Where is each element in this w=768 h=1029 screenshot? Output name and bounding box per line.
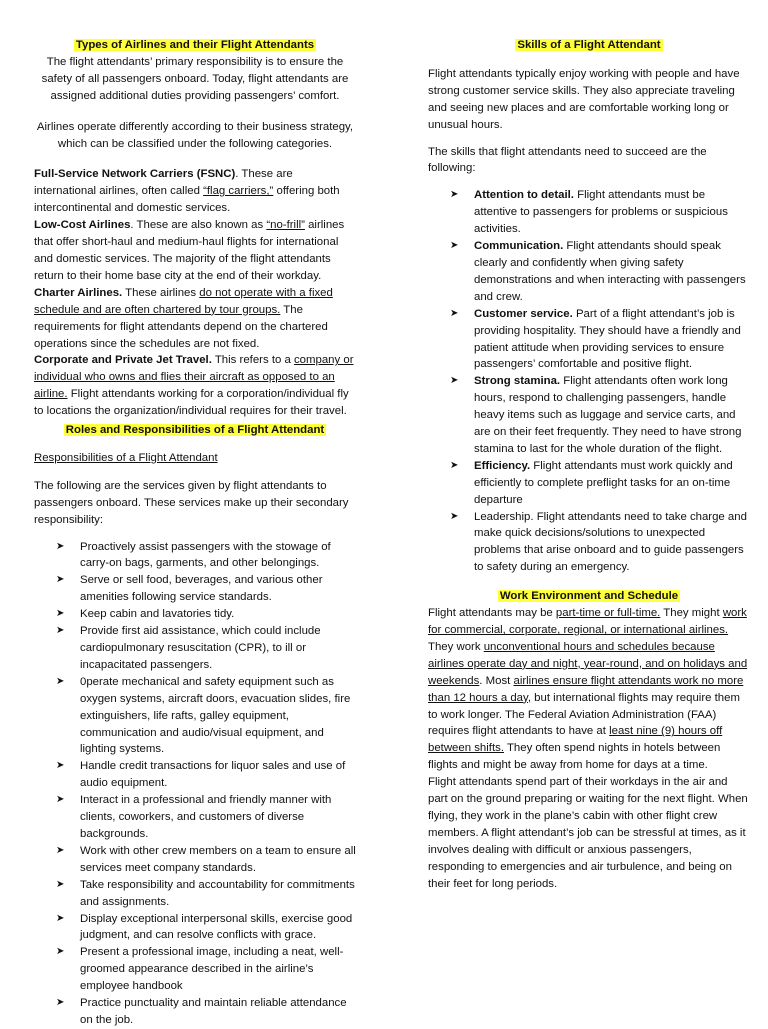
work-paragraph-1 [428, 605, 750, 774]
responsibility-text: Proactively assist passengers with the stowage of carry-on bags, garments, and other belongings. [80, 540, 331, 570]
responsibility-text: Present a professional image, including a neat, well-groomed appearance described in the airline’s employee handbook [80, 946, 344, 993]
types-classify: Airlines operate differently according to their business strategy, which can be classified under the following categories. [36, 120, 354, 150]
arrow-bullet-icon: ➤ [56, 878, 65, 890]
arrow-bullet-icon: ➤ [56, 912, 65, 924]
skill-text: Flight attendants often work long hours, respond to challenging passengers, handle heavy items such as luggage and service carts, and are on their feet frequently. They need to have strong stamina to last for the whole duration of the flight. [474, 375, 742, 455]
skills-heading: Skills of a Flight Attendant [517, 39, 661, 51]
skill-text: Flight attendants must be attentive to passengers for problems or suspicious activities. [474, 189, 728, 236]
lca-paragraph [34, 217, 356, 285]
arrow-bullet-icon: ➤ [450, 375, 459, 387]
types-heading-wrap [34, 37, 356, 54]
arrow-bullet-icon: ➤ [56, 574, 65, 586]
work-text-6: They often spend nights in hotels between flights and might be away from home for days at a time. [428, 742, 721, 772]
roles-intro: The following are the services given by flight attendants to passengers onboard. These services make up their secondary responsibility: [34, 479, 349, 526]
roles-heading-wrap [34, 422, 356, 439]
arrow-bullet-icon: ➤ [450, 459, 459, 471]
responsibility-item [34, 674, 356, 759]
types-heading: Types of Airlines and their Flight Attendants [75, 39, 315, 51]
corp-paragraph [34, 352, 356, 420]
arrow-bullet-icon: ➤ [450, 240, 459, 252]
work-heading-wrap [428, 588, 750, 605]
work-text-3: They work [428, 640, 484, 653]
work-text-2: They might [660, 607, 723, 620]
right-column [428, 0, 750, 893]
arrow-bullet-icon: ➤ [56, 946, 65, 958]
work-heading: Work Environment and Schedule [499, 590, 679, 603]
responsibility-text: 0perate mechanical and safety equipment such as oxygen systems, aircraft doors, evacuation slides, fire extinguishers, life rafts, galley equipment, communication and audio/visual equipment, and lighting systems. [80, 675, 351, 756]
types-intro: The flight attendants’ primary responsibility is to ensure the safety of all passengers onboard. Today, flight attendants are assigned additional duties providing passengers’ comfort. [41, 55, 349, 102]
skill-term: Communication. [474, 240, 564, 253]
responsibility-item [34, 758, 356, 792]
skill-term: Customer service. [474, 307, 573, 320]
corp-text-b: Flight attendants working for a corporation/individual fly to locations the organization/individual requires for their travel. [34, 388, 349, 418]
skills-list [428, 187, 750, 576]
skill-text: Part of a flight attendant’s job is providing hospitality. They should have a friendly and patient attitude when providing services to ensure passengers’ comfortable and positive flight. [474, 307, 741, 371]
responsibility-item [34, 623, 356, 674]
responsibility-item [34, 539, 356, 573]
arrow-bullet-icon: ➤ [56, 608, 65, 620]
charter-text-a: These airlines [122, 286, 200, 299]
charter-text-b: The requirements for flight attendants depend on the chartered operations since the schedules are not fixed. [34, 303, 328, 350]
fsnc-term: Full-Service Network Carriers (FSNC) [34, 168, 236, 181]
responsibility-item [34, 911, 356, 945]
corp-underlined: company or individual who owns and flies their aircraft as opposed to an airline. [34, 354, 354, 401]
work-text-5: but international flights may require them to work longer. The Federal Aviation Administration (FAA) requires flight attendants to have at [428, 691, 740, 738]
skill-item [428, 238, 750, 306]
skills-heading-wrap [428, 37, 750, 54]
left-column [34, 0, 356, 1029]
charter-term: Charter Airlines. [34, 286, 123, 299]
responsibility-text: Practice punctuality and maintain reliable attendance on the job. [80, 997, 347, 1026]
arrow-bullet-icon: ➤ [450, 510, 459, 522]
responsibility-item [34, 843, 356, 877]
skill-item [428, 187, 750, 238]
arrow-bullet-icon: ➤ [56, 760, 65, 772]
skill-item [428, 373, 750, 458]
arrow-bullet-icon: ➤ [56, 997, 65, 1009]
work-underlined-2: work for commercial, corporate, regional, or international airlines. [428, 607, 747, 636]
skill-term: Attention to detail. [474, 189, 574, 202]
skills-intro: Flight attendants typically enjoy working with people and have strong customer service skills. They also appreciate traveling and seeing new places and are comfortable working long or unusual hours. [428, 67, 740, 131]
fsnc-text-b: offering both intercontinental and domestic services. [34, 185, 340, 215]
responsibility-text: Keep cabin and lavatories tidy. [80, 608, 235, 621]
lca-text-b: airlines that offer short-haul and medium-haul flights for international and domestic services. The majority of the flight attendants return to their home base city at the end of their workday. [34, 219, 345, 282]
arrow-bullet-icon: ➤ [450, 189, 459, 201]
responsibility-text: Serve or sell food, beverages, and various other amenities following service standards. [80, 574, 323, 604]
responsibility-text: Provide first aid assistance, which could include cardiopulmonary resuscitation (CPR), to ill or incapacitated passengers. [80, 625, 321, 671]
responsibility-item [34, 572, 356, 606]
work-paragraph-2: Flight attendants spend part of their workdays in the air and part on the ground preparing or waiting for the next flight. When flying, they work in the plane’s cabin with other flight crew members. A flight attendant’s job can be stressful at times, as it involves dealing with difficult or anxious passengers, responding to emergencies and air turbulence, and being on their feet for long periods. [428, 776, 748, 890]
skill-item [428, 509, 750, 577]
responsibility-item [34, 877, 356, 911]
skill-term: Efficiency. [474, 459, 531, 472]
responsibility-text: Handle credit transactions for liquor sales and use of audio equipment. [80, 760, 346, 790]
work-underlined-1: part-time or full-time. [555, 607, 661, 620]
arrow-bullet-icon: ➤ [56, 675, 65, 687]
skill-item [428, 458, 750, 509]
roles-subheading: Responsibilities of a Flight Attendant [34, 451, 218, 464]
skill-item [428, 306, 750, 374]
work-underlined-5: least nine (9) hours off between shifts. [428, 725, 723, 755]
charter-underlined: do not operate with a fixed schedule and are often chartered by tour groups. [34, 286, 333, 316]
corp-text-a: This refers to a [211, 354, 294, 367]
arrow-bullet-icon: ➤ [450, 307, 459, 319]
lca-text-a: . These are also known as [130, 219, 267, 232]
responsibility-text: Display exceptional interpersonal skills, exercise good judgment, and can resolve conflicts with grace. [80, 912, 353, 942]
lca-underlined: “no-frill” [266, 219, 305, 232]
fsnc-paragraph [34, 166, 356, 217]
skill-text: Flight attendants should speak clearly and confidently when giving safety demonstrations and when interacting with passengers and crew. [474, 240, 746, 303]
work-text-4: . Most [479, 674, 514, 687]
skill-term: Strong stamina. [474, 375, 561, 388]
skill-text: Leadership. Flight attendants need to take charge and make quick decisions/solutions to unexpected problems that arise onboard and to guide passengers to safety during an emergency. [474, 510, 747, 574]
work-underlined-3: unconventional hours and schedules because airlines operate day and night, year-round, and on holidays and weekends [428, 640, 748, 687]
arrow-bullet-icon: ➤ [56, 844, 65, 856]
responsibility-item [34, 606, 356, 623]
responsibility-item [34, 944, 356, 995]
responsibilities-list [34, 539, 356, 1029]
roles-heading: Roles and Responsibilities of a Flight Attendant [65, 424, 325, 437]
fsnc-underlined: “flag carriers,” [203, 185, 274, 198]
responsibility-text: Take responsibility and accountability for commitments and assignments. [80, 878, 355, 908]
work-text-1: Flight attendants may be [428, 607, 556, 620]
responsibility-item [34, 792, 356, 843]
arrow-bullet-icon: ➤ [56, 540, 65, 552]
work-underlined-4: airlines ensure flight attendants work no more than 12 hours a day, [428, 674, 744, 704]
responsibility-text: Interact in a professional and friendly manner with clients, coworkers, and customers of diverse backgrounds. [80, 794, 332, 840]
lca-term: Low-Cost Airlines [34, 219, 131, 232]
skill-text: Flight attendants must work quickly and efficiently to complete preflight tasks for an on-time departure [474, 459, 733, 506]
arrow-bullet-icon: ➤ [56, 625, 65, 637]
arrow-bullet-icon: ➤ [56, 794, 65, 806]
responsibility-text: Work with other crew members on a team to ensure all services meet company standards. [80, 844, 356, 874]
charter-paragraph [34, 285, 356, 353]
skills-lead: The skills that flight attendants need to succeed are the following: [428, 145, 707, 175]
corp-term: Corporate and Private Jet Travel. [34, 354, 212, 367]
fsnc-text-a: . These are international airlines, often called [34, 168, 293, 198]
